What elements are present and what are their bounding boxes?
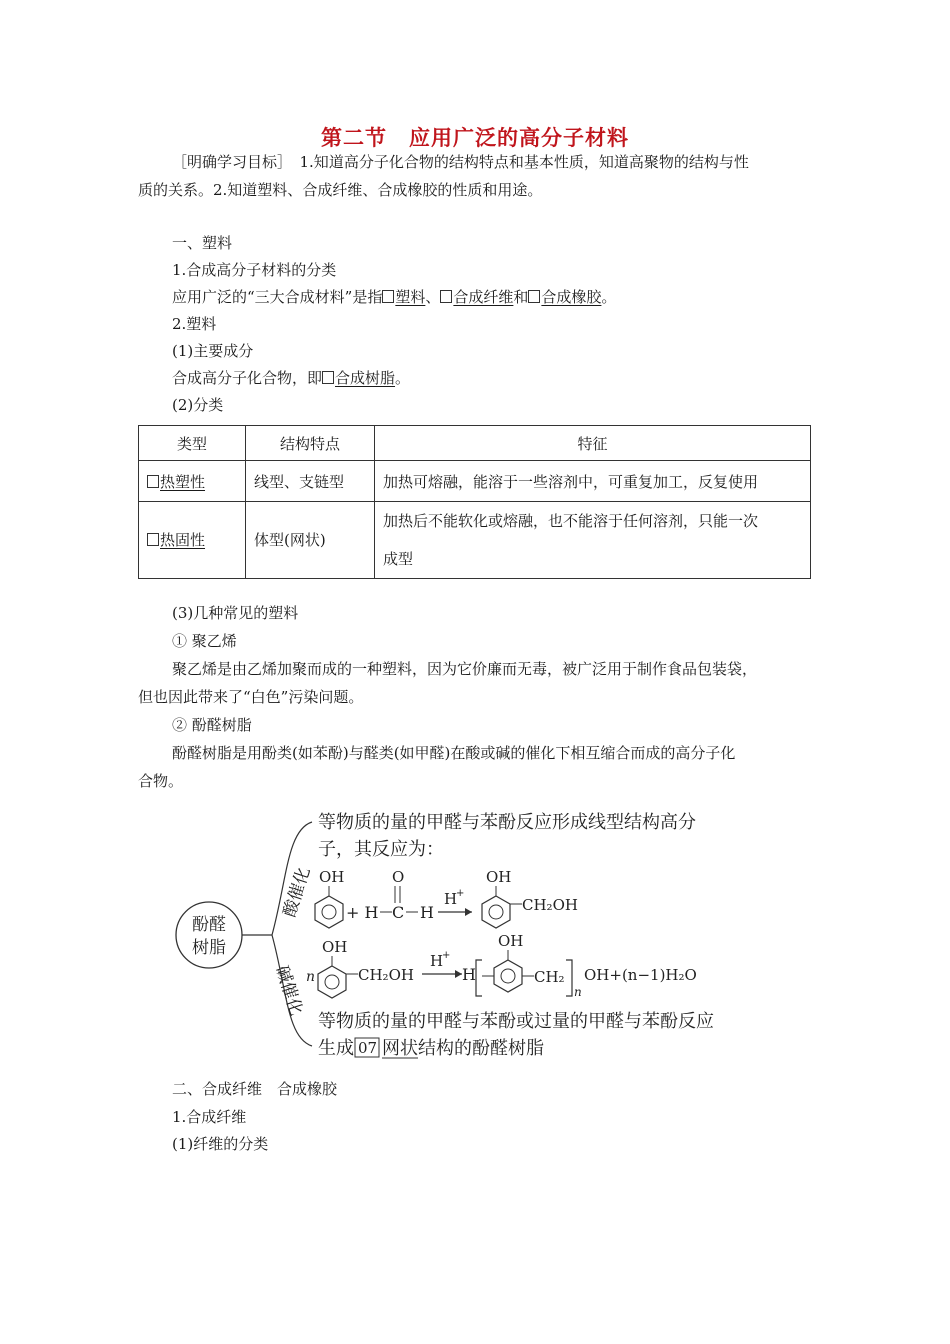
pf-line1: 酚醛树脂是用酚类(如苯酚)与醛类(如甲醛)在酸或碱的催化下相互缩合而成的高分子化 bbox=[172, 744, 736, 762]
answer-box-icon bbox=[382, 290, 394, 303]
cell-feature-line2: 成型 bbox=[383, 550, 414, 568]
header-type: 类型 bbox=[139, 426, 246, 461]
base-fill: 网状 bbox=[382, 1038, 418, 1059]
catalyst-plus: + bbox=[442, 950, 451, 961]
answer-box-icon bbox=[528, 290, 540, 303]
table-row bbox=[139, 502, 811, 579]
base-text-2 bbox=[318, 1038, 354, 1059]
fill-fiber bbox=[440, 288, 513, 306]
ch2-label: CH₂ bbox=[534, 968, 565, 986]
pe-line2: 但也因此带来了“白色”污染问题。 bbox=[138, 688, 364, 706]
cell-structure: 线型、支链型 bbox=[246, 461, 375, 502]
oh-label: OH bbox=[322, 938, 348, 956]
oh-label: OH bbox=[319, 868, 345, 886]
cell-feature: 加热可熔融，能溶于一些溶剂中，可重复加工，反复使用 bbox=[375, 461, 811, 502]
three-materials-pre: 应用广泛的“三大合成材料”是指 bbox=[172, 288, 383, 306]
acid-catalysis-label: 酸催化 bbox=[279, 864, 315, 920]
arrow-head-icon bbox=[465, 908, 472, 916]
objectives-line2: 质的关系。2.知道塑料、合成纤维、合成橡胶的性质和用途。 bbox=[138, 181, 543, 199]
objectives-line1: ［明确学习目标］ 1.知道高分子化合物的结构特点和基本性质，知道高聚物的结构与性 bbox=[172, 153, 749, 171]
fill-resin bbox=[322, 369, 395, 387]
phenol-1 bbox=[315, 868, 344, 928]
bracket-right-icon bbox=[566, 960, 572, 996]
benzene-ring-icon bbox=[318, 966, 346, 998]
center-label-1: 酚醛 bbox=[192, 915, 226, 935]
pf-line2: 合物。 bbox=[138, 772, 184, 790]
table-header-row bbox=[139, 426, 811, 461]
benzene-ring-icon bbox=[482, 896, 510, 928]
sep-1: 、 bbox=[425, 288, 441, 306]
ch2oh-label: CH₂OH bbox=[358, 966, 414, 984]
base-text-2-pre: 生成 bbox=[318, 1038, 354, 1059]
n-subscript: n bbox=[574, 985, 582, 999]
pf-title: ② 酚醛树脂 bbox=[172, 716, 252, 734]
fill-rubber bbox=[528, 288, 601, 306]
acid-text-2: 子，其反应为： bbox=[318, 839, 444, 860]
main-component-pre: 合成高分子化合物，即 bbox=[172, 369, 323, 387]
three-materials-line bbox=[172, 286, 616, 308]
ring-circle bbox=[501, 969, 515, 983]
cell-type-text: 热固性 bbox=[160, 531, 206, 549]
section2-sub1-1: (1)纤维的分类 bbox=[172, 1135, 269, 1153]
base-text-2-post: 结构的酚醛树脂 bbox=[418, 1038, 544, 1059]
section1-sub2-2: (2)分类 bbox=[172, 396, 224, 414]
plastic-classification-table bbox=[138, 425, 811, 579]
catalyst-plus: + bbox=[456, 888, 465, 899]
answer-box-icon bbox=[440, 290, 452, 303]
carbon-label: C bbox=[392, 903, 405, 922]
oh-label: OH bbox=[486, 868, 512, 886]
section2-heading: 二、合成纤维 合成橡胶 bbox=[172, 1080, 338, 1098]
main-component-line bbox=[172, 367, 410, 389]
fill-plastic-text: 塑料 bbox=[395, 288, 426, 306]
sep-2: 和 bbox=[513, 288, 529, 306]
plus-h: + H bbox=[346, 903, 379, 922]
center-circle bbox=[176, 902, 242, 968]
header-structure: 结构特点 bbox=[246, 426, 375, 461]
table-row bbox=[139, 461, 811, 502]
pe-title: ① 聚乙烯 bbox=[172, 632, 237, 650]
oxygen-label: O bbox=[392, 868, 405, 886]
base-catalysis-label: 碱催化 bbox=[271, 963, 307, 1019]
fill-fiber-text: 合成纤维 bbox=[453, 288, 514, 306]
product-tail: OH+(n−1)H₂O bbox=[584, 966, 697, 984]
cell-type bbox=[139, 502, 246, 579]
h-end: H bbox=[462, 965, 476, 984]
pe-line1: 聚乙烯是由乙烯加聚而成的一种塑料，因为它价廉而无毒，被广泛用于制作食品包装袋， bbox=[172, 660, 758, 678]
answer-box-icon bbox=[322, 371, 334, 384]
center-label-2: 树脂 bbox=[192, 938, 226, 958]
ch2oh-label: CH₂OH bbox=[522, 896, 578, 914]
ring-circle bbox=[489, 905, 503, 919]
product-1 bbox=[482, 868, 578, 928]
answer-box-icon bbox=[147, 475, 159, 488]
cell-feature bbox=[375, 502, 811, 579]
arrow-head-icon bbox=[455, 970, 462, 978]
section1-sub2-1: (1)主要成分 bbox=[172, 342, 254, 360]
fill-rubber-text: 合成橡胶 bbox=[541, 288, 602, 306]
section1-sub2-3: (3)几种常见的塑料 bbox=[172, 604, 299, 622]
oh-label: OH bbox=[498, 932, 524, 950]
base-text-1: 等物质的量的甲醛与苯酚或过量的甲醛与苯酚反应 bbox=[318, 1011, 714, 1032]
catalyst-h: H bbox=[444, 890, 458, 908]
cell-type-text: 热塑性 bbox=[160, 472, 206, 491]
acid-text-1: 等物质的量的甲醛与苯酚反应形成线型结构高分 bbox=[318, 812, 696, 833]
ring-circle bbox=[322, 905, 336, 919]
bracket-left-icon bbox=[476, 960, 482, 996]
section2-sub1: 1.合成纤维 bbox=[172, 1108, 247, 1126]
number-07: 07 bbox=[358, 1039, 378, 1057]
section1-sub1: 1.合成高分子材料的分类 bbox=[172, 261, 337, 279]
n-label: n bbox=[306, 969, 316, 985]
ring-circle bbox=[325, 975, 339, 989]
end-mark: 。 bbox=[601, 288, 617, 306]
end-mark-2: 。 bbox=[395, 369, 411, 387]
benzene-ring-icon bbox=[315, 896, 343, 928]
section1-sub2: 2.塑料 bbox=[172, 315, 217, 333]
answer-box-icon bbox=[147, 533, 159, 546]
fill-plastic bbox=[382, 288, 425, 306]
fill-resin-text: 合成树脂 bbox=[335, 369, 396, 387]
product-2 bbox=[482, 932, 565, 992]
header-feature: 特征 bbox=[375, 426, 811, 461]
cell-feature-line1: 加热后不能软化或熔融，也不能溶于任何溶剂，只能一次 bbox=[383, 512, 759, 530]
benzene-ring-icon bbox=[494, 960, 522, 992]
h-label: H bbox=[420, 903, 434, 922]
cell-type bbox=[139, 461, 246, 502]
section1-heading: 一、塑料 bbox=[172, 234, 233, 252]
reactant-2 bbox=[306, 938, 414, 998]
page-title: 第二节 应用广泛的高分子材料 bbox=[321, 126, 629, 150]
catalyst-h: H bbox=[430, 952, 444, 970]
phenolic-resin-diagram bbox=[172, 800, 772, 1065]
cell-structure: 体型(网状) bbox=[246, 502, 375, 579]
